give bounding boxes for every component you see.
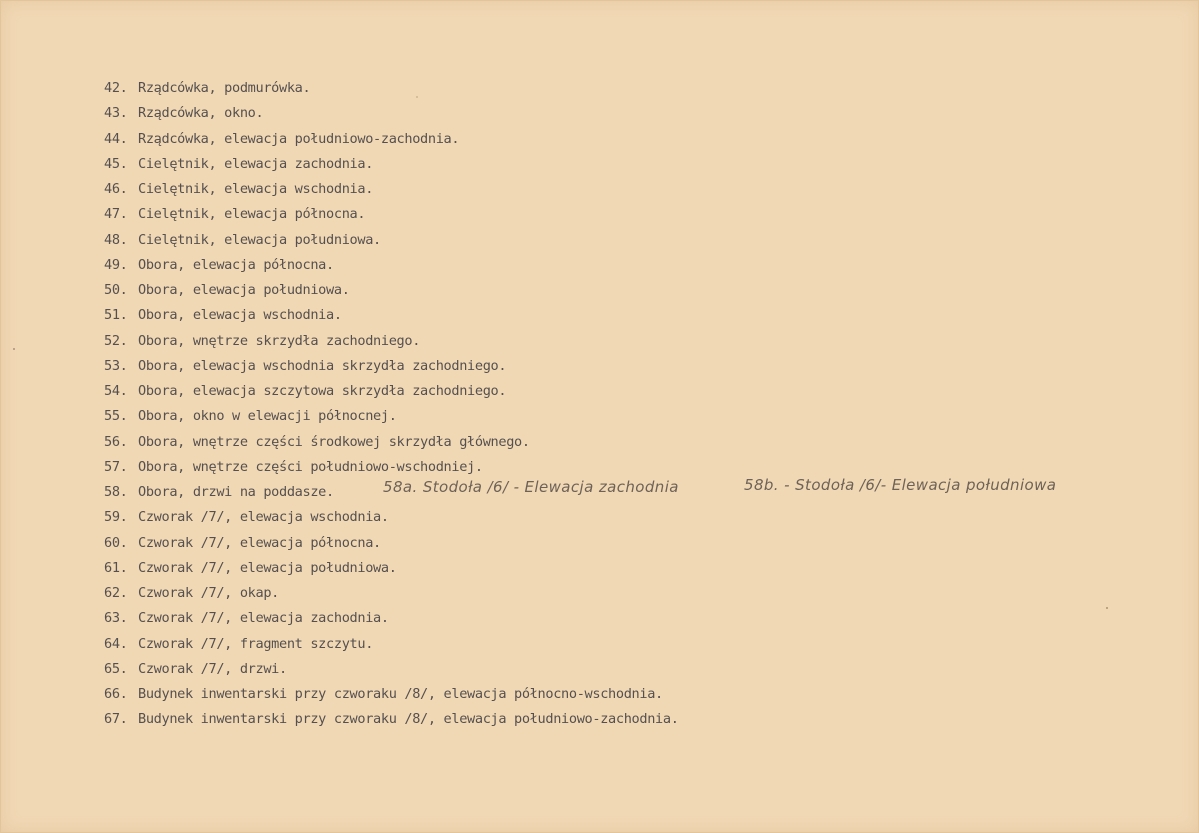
entry-number: 56.: [104, 433, 128, 450]
caption-entry: [104, 658, 679, 683]
entry-number: 60.: [104, 534, 128, 551]
caption-entry: [104, 405, 679, 430]
entry-number: 67.: [104, 711, 128, 728]
caption-entry: [104, 532, 679, 557]
caption-entry: [104, 203, 679, 228]
entry-number: 49.: [104, 256, 128, 273]
entry-number: 52.: [104, 332, 128, 349]
entry-number: 48.: [104, 231, 128, 248]
entry-number: 55.: [104, 408, 128, 425]
entry-number: 58.: [104, 484, 128, 500]
handwritten-note-58b: 58b. - Stodoła /6/- Elewacja południowa: [744, 476, 1057, 494]
caption-entry: [104, 254, 679, 279]
entry-text: Czworak /7/, fragment szczytu.: [138, 635, 374, 652]
entry-number: 53.: [104, 357, 128, 374]
entry-text: Budynek inwentarski przy czworaku /8/, elewacja południowo-zachodnia.: [138, 711, 679, 728]
entry-number: 63.: [104, 610, 128, 627]
entry-text: Obora, okno w elewacji północnej.: [138, 408, 397, 425]
entry-text: Obora, wnętrze części środkowej skrzydła głównego.: [138, 433, 530, 450]
entry-number: 59.: [104, 509, 128, 526]
entry-text: Rządcówka, okno.: [138, 105, 264, 122]
entry-text: Czworak /7/, drzwi.: [138, 660, 287, 677]
caption-entry: [104, 77, 679, 102]
handwritten-note-58a: 58a. Stodoła /6/ - Elewacja zachodnia: [383, 478, 679, 496]
entry-text: Cielętnik, elewacja południowa.: [138, 231, 381, 248]
caption-entry: [104, 557, 679, 582]
entry-text: Obora, wnętrze części południowo-wschodniej.: [138, 458, 483, 475]
entry-number: 45.: [104, 155, 128, 172]
caption-entry: [104, 102, 679, 127]
entry-text: Obora, elewacja szczytowa skrzydła zachodniego.: [138, 383, 507, 399]
entry-text: Obora, drzwi na poddasze.: [138, 484, 334, 500]
caption-entry: [104, 229, 679, 254]
entry-text: Cielętnik, elewacja północna.: [138, 206, 366, 223]
caption-entry: [104, 355, 679, 380]
entry-text: Czworak /7/, elewacja wschodnia.: [138, 509, 389, 526]
entry-number: 66.: [104, 686, 128, 702]
entry-text: Czworak /7/, elewacja północna.: [138, 534, 381, 551]
entry-text: Czworak /7/, okap.: [138, 585, 280, 601]
entry-number: 61.: [104, 559, 128, 576]
caption-entry: [104, 683, 679, 708]
entry-number: 46.: [104, 181, 128, 197]
caption-entry: [104, 633, 679, 658]
entry-text: Rządcówka, podmurówka.: [138, 80, 311, 96]
paper-speck: [1106, 607, 1108, 609]
paper-speck: [416, 96, 418, 98]
entry-number: 57.: [104, 458, 128, 475]
caption-entry: [104, 506, 679, 531]
paper-speck: [13, 348, 15, 350]
caption-entry: [104, 279, 679, 304]
entry-text: Obora, elewacja północna.: [138, 256, 334, 273]
caption-entry: [104, 708, 679, 733]
entry-text: Budynek inwentarski przy czworaku /8/, elewacja północno-wschodnia.: [138, 686, 663, 702]
caption-entry: [104, 304, 679, 329]
caption-entry: [104, 582, 679, 607]
entry-number: 50.: [104, 282, 128, 298]
caption-entry: [104, 153, 679, 178]
entry-number: 43.: [104, 105, 128, 122]
entry-text: Czworak /7/, elewacja zachodnia.: [138, 610, 389, 627]
entry-number: 51.: [104, 307, 128, 324]
entry-text: Czworak /7/, elewacja południowa.: [138, 559, 397, 576]
entry-text: Obora, elewacja południowa.: [138, 282, 350, 298]
caption-entry: [104, 330, 679, 355]
entry-number: 44.: [104, 130, 128, 147]
entry-text: Cielętnik, elewacja wschodnia.: [138, 181, 374, 197]
entry-number: 65.: [104, 660, 128, 677]
caption-entry: [104, 128, 679, 153]
entry-number: 62.: [104, 585, 128, 601]
caption-entry: [104, 431, 679, 456]
entry-number: 64.: [104, 635, 128, 652]
entry-number: 54.: [104, 383, 128, 399]
entry-text: Rządcówka, elewacja południowo-zachodnia.: [138, 130, 460, 147]
entry-text: Obora, wnętrze skrzydła zachodniego.: [138, 332, 421, 349]
entry-number: 42.: [104, 80, 128, 96]
photo-caption-list: [104, 77, 679, 734]
entry-text: Obora, elewacja wschodnia.: [138, 307, 342, 324]
entry-text: Obora, elewacja wschodnia skrzydła zachodniego.: [138, 357, 507, 374]
entry-text: Cielętnik, elewacja zachodnia.: [138, 155, 374, 172]
entry-number: 47.: [104, 206, 128, 223]
caption-entry: [104, 380, 679, 405]
caption-entry: [104, 178, 679, 203]
caption-entry: [104, 607, 679, 632]
